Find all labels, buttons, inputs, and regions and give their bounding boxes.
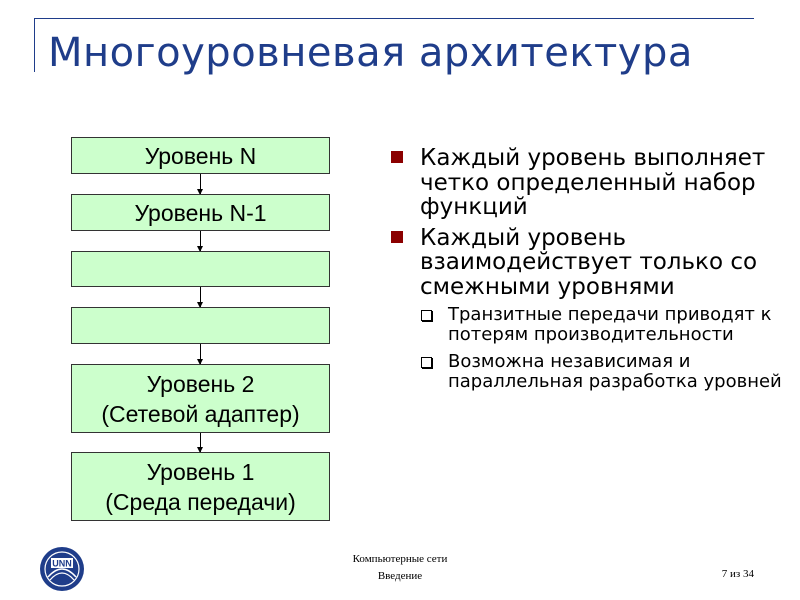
subbullet-item: [390, 352, 785, 391]
square-bullet-icon: [391, 151, 403, 163]
unn-logo-icon: [40, 547, 84, 591]
subbullet-text: Транзитные передачи приводят к потерям производительности: [448, 304, 772, 345]
square-bullet-icon: [391, 231, 403, 243]
layer-2-sublabel: (Сетевой адаптер): [101, 400, 300, 427]
subbullet-text: Возможна независимая и параллельная разработка уровней: [448, 351, 782, 392]
unn-logo-graphic: [40, 547, 84, 591]
arrow-down-2: [200, 231, 201, 251]
title-frame-top-line: [34, 18, 754, 19]
bullet-text: Каждый уровень выполняет четко определенный набор функций: [420, 145, 766, 220]
page-number: 7 из 34: [721, 568, 754, 580]
layer-n-1-label: Уровень N-1: [134, 199, 267, 226]
slide-title: Многоуровневая архитектура: [48, 30, 693, 76]
footer-section: Введение: [377, 570, 423, 582]
logo-text: UNN: [52, 558, 72, 569]
layer-1-label: Уровень 1: [146, 458, 255, 485]
layer-n-1-box: [71, 194, 330, 231]
bullet-list: [390, 146, 785, 399]
layer-1-box: [71, 452, 330, 521]
arrow-down-5: [200, 433, 201, 452]
arrow-down-3: [200, 287, 201, 307]
subbullet-item: [390, 305, 785, 344]
layer-n-box: [71, 137, 330, 174]
footer-course: Компьютерные сети: [352, 553, 448, 565]
hollow-square-bullet-icon: [421, 310, 432, 321]
title-frame-left-line: [34, 18, 35, 72]
hollow-square-bullet-icon: [421, 357, 432, 368]
bullet-text: Каждый уровень взаимодействует только со смежными уровнями: [420, 224, 758, 300]
bullet-item: [390, 226, 785, 300]
layer-empty-box-2: [71, 307, 330, 344]
layer-empty-box-1: [71, 251, 330, 287]
layer-n-label: Уровень N: [144, 142, 257, 169]
layer-2-label: Уровень 2: [146, 370, 255, 397]
arrow-down-1: [200, 174, 201, 194]
layer-2-box: [71, 364, 330, 433]
bullet-item: [390, 146, 785, 220]
layer-1-sublabel: (Среда передачи): [105, 488, 296, 515]
arrow-down-4: [200, 344, 201, 364]
